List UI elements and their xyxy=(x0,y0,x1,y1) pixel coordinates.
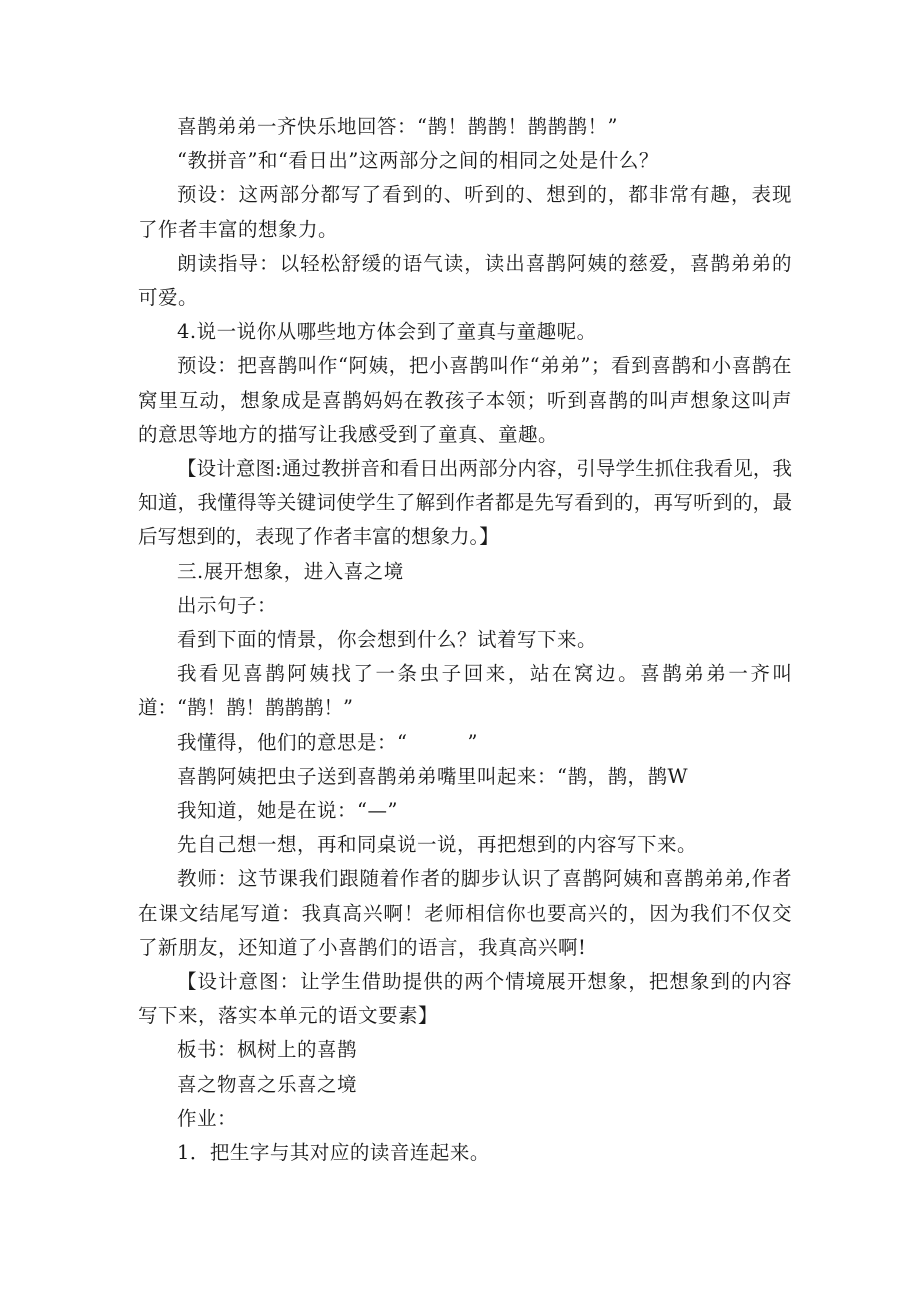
document-body xyxy=(138,110,792,1170)
paragraph-instruction: 先自己想一想，再和同桌说一说，再把想到的内容写下来。 xyxy=(177,833,698,857)
paragraph-design-intent-1: 【设计意图:通过教拼音和看日出两部分内容，引导学生抓住我看见，我知道，我懂得等关键词使学生了解到作者都是先写看到的，再写听到的，最后写想到的，表现了作者丰富的想象力。】 xyxy=(138,457,792,549)
paragraph-item-4: 4.说一说你从哪些地方体会到了童真与童趣呢。 xyxy=(177,320,597,344)
paragraph-fill-1: 我懂得，他们的意思是：“ ” xyxy=(177,730,478,754)
paragraph-preset-2: 预设：把喜鹊叫作“阿姨，把小喜鹊叫作“弟弟”；看到喜鹊和小喜鹊在窝里互动，想象成是喜鹊妈妈在教孩子本领；听到喜鹊的叫声想象这叫声的意思等地方的描写让我感受到了童真、童趣。 xyxy=(138,354,792,446)
paragraph-board-content: 喜之物喜之乐喜之境 xyxy=(177,1072,358,1096)
paragraph-homework-1: 1．把生字与其对应的读音连起来。 xyxy=(177,1141,490,1165)
paragraph-preset-1: 预设：这两部分都写了看到的、听到的、想到的，都非常有趣，表现了作者丰富的想象力。 xyxy=(138,183,792,241)
paragraph-fill-2: 我知道，她是在说：“—” xyxy=(177,799,398,823)
paragraph-question: “教拼音”和“看日出”这两部分之间的相同之处是什么？ xyxy=(177,149,659,173)
paragraph-board-title: 板书：枫树上的喜鹊 xyxy=(177,1038,358,1062)
paragraph-prompt: 看到下面的情景，你会想到什么？试着写下来。 xyxy=(177,628,598,652)
paragraph-homework-title: 作业： xyxy=(177,1106,238,1130)
paragraph-reading-guide: 朗读指导：以轻松舒缓的语气读，读出喜鹊阿姨的慈爱，喜鹊弟弟的可爱。 xyxy=(138,251,792,310)
paragraph-scene-2: 喜鹊阿姨把虫子送到喜鹊弟弟嘴里叫起来：“鹊，鹊，鹊W xyxy=(177,764,689,788)
paragraph-show-sentence: 出示句子： xyxy=(177,593,278,617)
paragraph-teacher: 教师：这节课我们跟随着作者的脚步认识了喜鹊阿姨和喜鹊弟弟,作者在课文结尾写道：我真高兴啊！老师相信你也要高兴的，因为我们不仅交了新朋友，还知道了小喜鹊们的语言，我真高兴啊! xyxy=(138,867,792,959)
paragraph-scene-1: 我看见喜鹊阿姨找了一条虫子回来，站在窝边。喜鹊弟弟一齐叫道：“鹊！鹊！鹊鹊鹊！” xyxy=(138,662,792,720)
paragraph-design-intent-2: 【设计意图：让学生借助提供的两个情境展开想象，把想象到的内容写下来，落实本单元的语文要素】 xyxy=(138,970,792,1028)
section-heading-3: 三.展开想象，进入喜之境 xyxy=(177,559,404,583)
paragraph-reply: 喜鹊弟弟一齐快乐地回答：“鹊！鹊鹊！鹊鹊鹊！” xyxy=(177,115,618,138)
